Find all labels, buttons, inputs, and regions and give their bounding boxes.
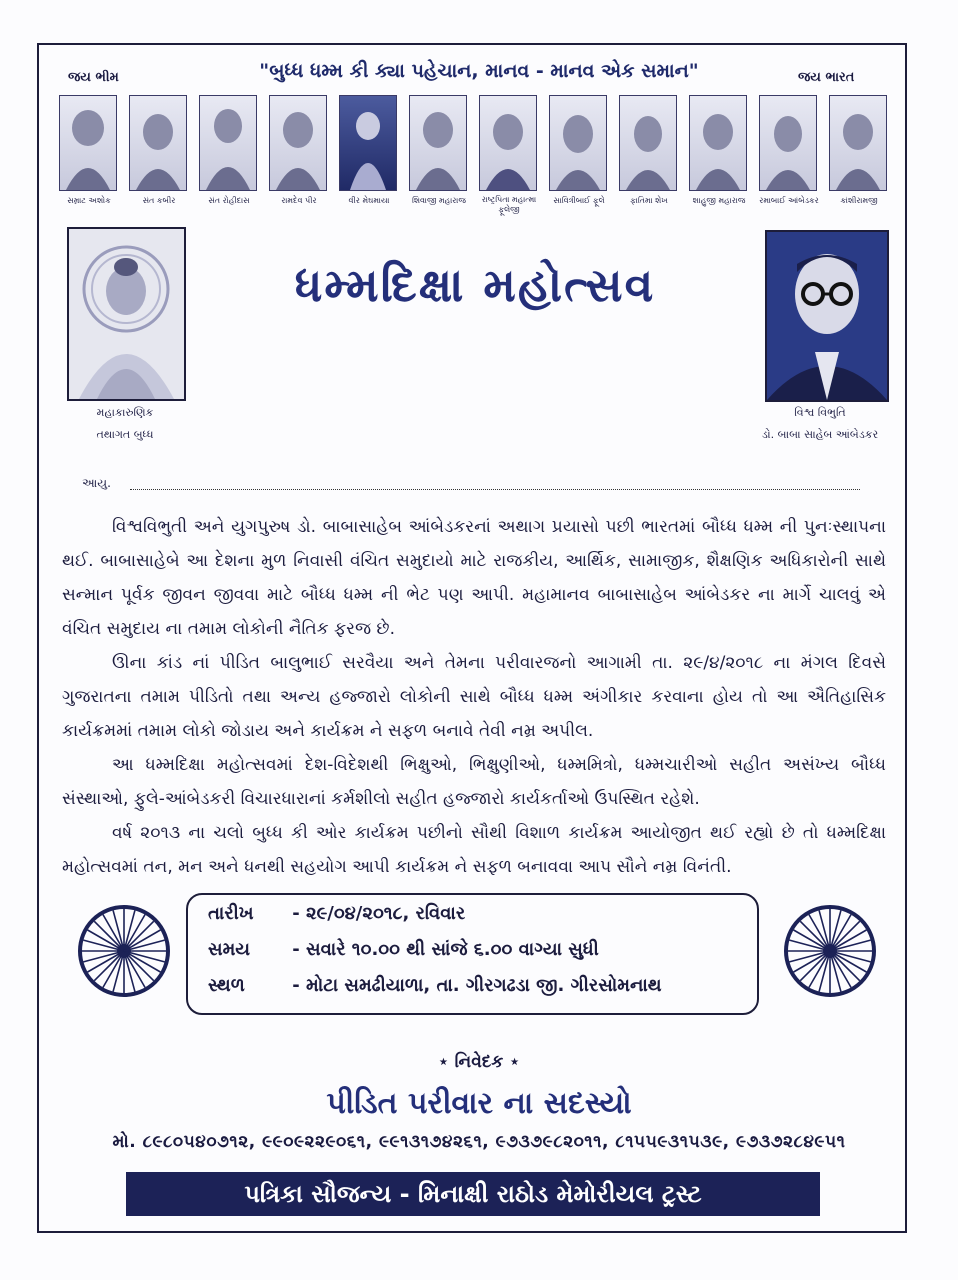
- paragraph-3: આ ધમ્મદિક્ષા મહોત્સવમાં દેશ-વિદેશથી ભિક્ષુઓ, ભિક્ષુણીઓ, ધમ્મમિત્રો, ધમ્મચારીઓ સહીત અસંખ્ય બૌધ્ધ સંસ્થાઓ, ફુલે-આંબેડકરી વિચારધારાનાં કર્મશીલો સહીત હજ્જારો કાર્યકર્તાઓ ઉપસ્થિત રહેશે.: [62, 755, 886, 809]
- nivedak-heading: ⋆ નિવેદક ⋆: [438, 1052, 520, 1072]
- buddha-caption-1: મહાકારુણિક: [96, 406, 154, 419]
- portrait-image: [409, 95, 467, 191]
- portrait-9: [619, 95, 679, 206]
- time-value: - સવારે ૧૦.૦૦ થી સાંજે ૬.૦૦ વાગ્યા સુધી: [292, 939, 599, 960]
- portrait-10: [689, 95, 749, 206]
- portrait-caption: કાંશીરામજી: [840, 196, 878, 205]
- sponsor-banner: પત્રિકા સૌજન્ય - મિનાક્ષી રાઠોડ મેમોરીયલ ટ્રસ્ટ: [126, 1172, 820, 1216]
- portrait-image: [129, 95, 187, 191]
- jai-bharat-text: જય ભારત: [798, 70, 855, 85]
- body-text: [62, 510, 886, 884]
- portrait-caption: સંત રોહીદાસ: [208, 196, 250, 205]
- place-value: - મોટા સમઢીયાળા, તા. ગીરગઢડા જી. ગીરસોમનાથ: [292, 975, 662, 996]
- ambedkar-caption: [730, 402, 910, 446]
- portrait-7: [479, 95, 539, 215]
- portrait-6: [409, 95, 469, 206]
- address-blank-line: [130, 489, 860, 490]
- address-label: આયુ.: [82, 476, 111, 490]
- portrait-caption: ફાતિમા શેખ: [630, 196, 668, 205]
- organizers-heading: પીડિત પરીવાર ના સદસ્યો: [326, 1086, 632, 1121]
- page-title: ધમ્મદિક્ષા મહોત્સવ: [294, 258, 656, 312]
- portrait-image: [339, 95, 397, 191]
- ambedkar-image: [765, 230, 889, 402]
- time-row: [208, 939, 599, 960]
- ambedkar-caption-2: ડો. બાબા સાહેબ આંબેડકર: [761, 428, 879, 441]
- paragraph-1: વિશ્વવિભુતી અને યુગપુરુષ ડો. બાબાસાહેબ આંબેડકરનાં અથાગ પ્રયાસો પછી ભારતમાં બૌધ્ધ ધમ્મ ની પુનઃસ્થાપના થઈ. બાબાસાહેબે આ દેશના મુળ નિવાસી વંચિત સમુદાયો માટે રાજકીય, આર્થિક, સામાજીક, શૈક્ષણિક અધિકારોની સાથે સન્માન પૂર્વક જીવન જીવવા માટે બૌધ્ધ ધમ્મ ની ભેટ પણ આપી. મહામાનવ બાબાસાહેબ આંબેડકર ના માર્ગે ચાલવું એ વંચિત સમુદાય ના તમામ લોકોની નૈતિક ફરજ છે.: [62, 517, 886, 639]
- place-row: [208, 975, 662, 996]
- portrait-image: [59, 95, 117, 191]
- paragraph-4: વર્ષ ૨૦૧૩ ના ચલો બુધ્ધ કી ઓર કાર્યક્રમ પછીનો સૌથી વિશાળ કાર્યક્રમ આયોજીત થઈ રહ્યો છે તો ધમ્મદિક્ષા મહોત્સવમાં તન, મન અને ધનથી સહયોગ આપી કાર્યક્રમ ને સફળ બનાવવા આપ સૌને નમ્ર વિનંતી.: [62, 823, 886, 877]
- portrait-image: [549, 95, 607, 191]
- portrait-12: [829, 95, 889, 206]
- date-value: - ૨૯/૦૪/૨૦૧૮, રવિવાર: [292, 903, 466, 924]
- portrait-5: [339, 95, 399, 206]
- place-label: સ્થળ: [208, 975, 245, 996]
- portrait-caption: રમાબાઈ આંબેડકર: [759, 196, 819, 205]
- phone-numbers: મો. ૮૯૮૦૫૪૦૭૧૨, ૯૯૦૯૨૨૯૦૬૧, ૯૯૧૩૧૭૪૨૬૧, ૯૭૩૭૯૮૨૦૧૧, ૮૧૫૫૯૩૧૫૩૯, ૯૭૩૭૨૮૪૯૫૧: [112, 1132, 846, 1152]
- portrait-image: [759, 95, 817, 191]
- portrait-3: [199, 95, 259, 206]
- portrait-8: [549, 95, 609, 206]
- portrait-11: [759, 95, 819, 206]
- portrait-row: [59, 95, 899, 225]
- ashoka-chakra-icon: [782, 903, 878, 1003]
- time-label: સમય: [208, 939, 251, 960]
- portrait-1: [59, 95, 119, 206]
- portrait-caption: શિવાજી મહારાજ: [412, 196, 466, 205]
- portrait-caption: શાહુજી મહારાજ: [692, 196, 746, 205]
- ashoka-chakra-icon: [76, 903, 172, 1003]
- buddha-caption: [60, 402, 190, 446]
- portrait-image: [689, 95, 747, 191]
- buddha-caption-2: તથાગત બુધ્ધ: [96, 428, 154, 441]
- portrait-caption: સમ્રાટ અશોક: [67, 196, 111, 205]
- portrait-image: [479, 95, 537, 191]
- portrait-caption: રામદેવ પીર: [281, 196, 317, 205]
- portrait-caption: સંત કબીર: [142, 196, 176, 205]
- event-details-box: [186, 893, 759, 1015]
- portrait-image: [829, 95, 887, 191]
- slogan: "બુધ્ધ ધમ્મ કી ક્યા પહેચાન, માનવ - માનવ એક સમાન": [259, 60, 699, 82]
- portrait-2: [129, 95, 189, 206]
- buddha-image: [67, 227, 186, 401]
- jai-bhim-text: જય ભીમ: [68, 70, 119, 85]
- ambedkar-caption-1: વિશ્વ વિભુતિ: [794, 406, 846, 419]
- portrait-image: [199, 95, 257, 191]
- portrait-caption: રાષ્ટ્રપિતા મહાત્મા ફૂલેજી: [481, 195, 537, 214]
- date-row: [208, 903, 465, 924]
- portrait-4: [269, 95, 329, 206]
- paragraph-2: ઊના કાંડ નાં પીડિત બાલુભાઈ સરવૈયા અને તેમના પરીવારજનો આગામી તા. ૨૯/૪/૨૦૧૮ ના મંગલ દિવસે ગુજરાતના તમામ પીડિતો તથા અન્ય હજ્જારો લોકોની સાથે બૌધ્ધ ધમ્મ અંગીકાર કરવાના હોય તો આ ઐતિહાસિક કાર્યક્રમમાં તમામ લોકો જોડાય અને કાર્યક્રમ ને સફળ બનાવે તેવી નમ્ર અપીલ.: [62, 653, 886, 741]
- portrait-caption: વીર મેઘમાયા: [348, 196, 390, 205]
- portrait-image: [619, 95, 677, 191]
- portrait-image: [269, 95, 327, 191]
- portrait-caption: સાવિત્રીબાઈ ફૂલે: [553, 196, 605, 205]
- date-label: તારીખ: [208, 903, 254, 924]
